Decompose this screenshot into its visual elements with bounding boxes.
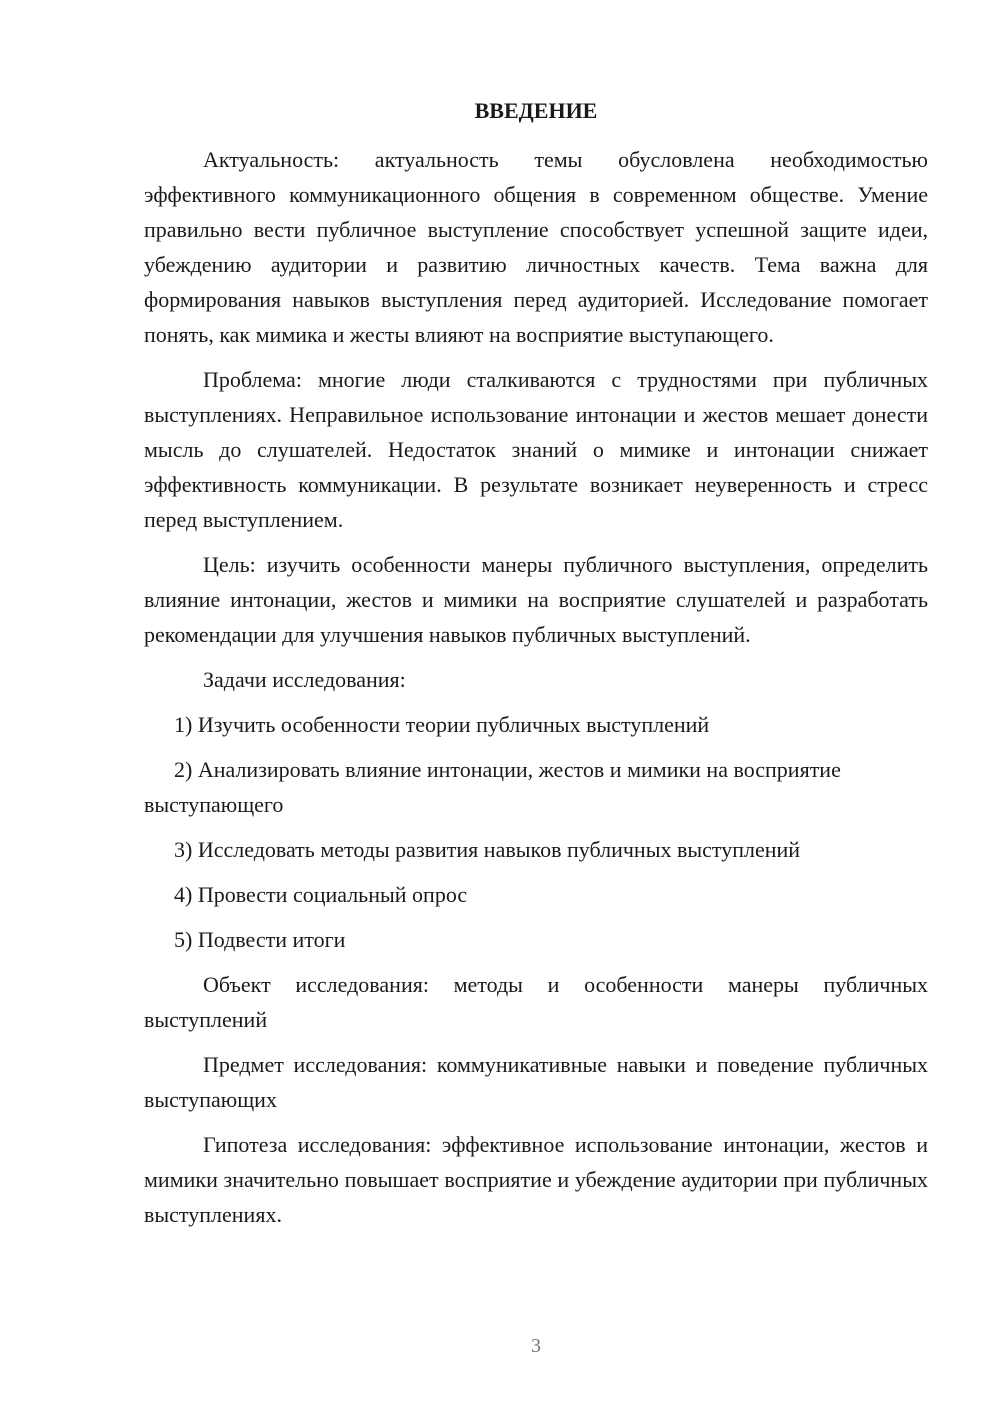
- task-item: 5) Подвести итоги: [174, 927, 346, 952]
- paragraph-object: Объект исследования: методы и особенности манеры публичных выступлений: [144, 972, 928, 1032]
- page-number: 3: [531, 1335, 541, 1357]
- paragraph-hypothesis: Гипотеза исследования: эффективное использование интонации, жестов и мимики значительно повышает восприятие и убеждение аудитории при публичных выступлениях.: [144, 1132, 928, 1227]
- paragraph-problem: Проблема: многие люди сталкиваются с трудностями при публичных выступлениях. Неправильное использование интонации и жестов мешает донести мысль до слушателей. Недостаток знаний о мимике и интонации снижает эффективность коммуникации. В результате возникает неуверенность и стресс перед выступлением.: [144, 367, 928, 532]
- task-item: 1) Изучить особенности теории публичных выступлений: [174, 712, 710, 737]
- tasks-list: [144, 707, 928, 957]
- task-item: 2) Анализировать влияние интонации, жестов и мимики на восприятие выступающего: [144, 757, 841, 817]
- document-body: [144, 142, 928, 1242]
- task-item: 3) Исследовать методы развития навыков публичных выступлений: [174, 837, 801, 862]
- paragraph-goal: Цель: изучить особенности манеры публичного выступления, определить влияние интонации, жестов и мимики на восприятие слушателей и разработать рекомендации для улучшения навыков публичных выступлений.: [144, 552, 928, 647]
- tasks-title: Задачи исследования:: [203, 667, 406, 692]
- section-heading: ВВЕДЕНИЕ: [474, 98, 598, 123]
- paragraph-subject: Предмет исследования: коммуникативные навыки и поведение публичных выступающих: [144, 1052, 928, 1112]
- task-item: 4) Провести социальный опрос: [174, 882, 468, 907]
- paragraph-relevance: Актуальность: актуальность темы обусловлена необходимостью эффективного коммуникационного общения в современном обществе. Умение правильно вести публичное выступление способствует успешной защите идеи, убеждению аудитории и развитию личностных качеств. Тема важна для формирования навыков выступления перед аудиторией. Исследование помогает понять, как мимика и жесты влияют на восприятие выступающего.: [144, 147, 928, 347]
